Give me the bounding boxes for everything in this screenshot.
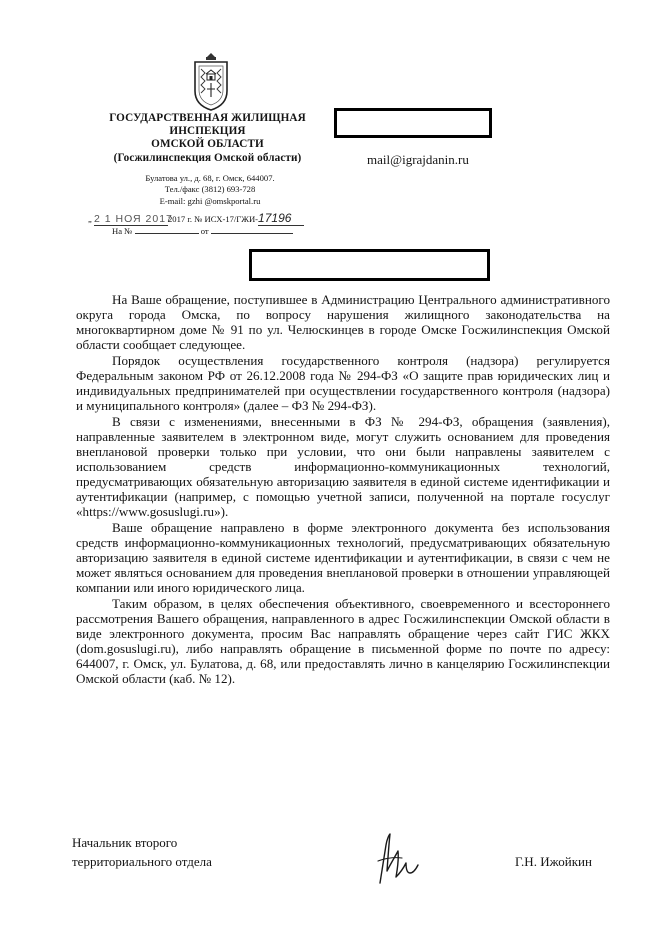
org-short-name: (Госжилинспекция Омской области) (113, 151, 302, 164)
position-line-1: Начальник второго (72, 835, 178, 850)
signatory-name: Г.Н. Ижойкин (515, 854, 592, 869)
signatory-position (72, 833, 212, 871)
handwritten-signature (372, 831, 424, 887)
reference-date-label: от (200, 226, 209, 236)
org-name-line-3: ОМСКОЙ ОБЛАСТИ (151, 138, 264, 151)
body-paragraph-1: На Ваше обращение, поступившее в Администрацию Центрального административного округа города Омска, по вопросу нарушения жилищного законодательства на многоквартирном доме № 91 по ул. Челюскинцев в городе Омске Госжилинспекция Омской области сообщает следующее. (76, 292, 610, 353)
org-name-line-2: ИНСПЕКЦИЯ (169, 125, 246, 138)
registration-year: 2017 г. (167, 214, 193, 224)
address-phone: Тел./факс (3812) 693-728 (164, 184, 256, 195)
date-stamp: 2 1 НОЯ 2017 (93, 213, 173, 225)
org-name-line-1: ГОСУДАРСТВЕННАЯ ЖИЛИЩНАЯ (109, 112, 306, 124)
reference-number-label: На № (112, 226, 133, 236)
body-paragraph-5: Таким образом, в целях обеспечения объективного, своевременного и всестороннего рассмотрения Вашего обращения, направленного в адрес Госжилинспекции Омской области в виде электронного документа, просим Вас направлять обращение через сайт ГИС ЖКХ (dom.gosuslugi.ru), либо направлять обращение в письменной форме по почте по адресу: 644007, г. Омск, ул. Булатова, д. 68, или предоставлять лично в канцелярию Госжилинспекции Омской области (каб. № 12). (76, 595, 610, 687)
reference-number-blank (135, 233, 199, 234)
letter-body (76, 292, 610, 686)
redacted-addressee-box (249, 249, 490, 281)
organization-header (100, 112, 315, 165)
position-line-2: территориального отдела (72, 854, 212, 869)
registration-number-handwritten: 17196 (258, 211, 304, 226)
body-paragraph-3: В связи с изменениями, внесенными в ФЗ № 294-ФЗ, обращения (заявления), направленные заявителем в электронном виде, могут служить основанием для проведения внеплановой проверки только при условии, что они были направлены заявителем с использованием средств информационно-коммуникационных технологий, предусматривающих обязательную авторизацию заявителя в единой системе идентификации и аутентификации (например, с помощью учетной записи, полученной на портале госуслуг «https://www.gosuslugi.ru»). (76, 413, 610, 520)
organization-address (110, 173, 310, 207)
body-paragraph-4: Ваше обращение направлено в форме электронного документа без использования средств информационно-коммуникационных технологий, предусматривающих обязательную авторизацию заявителя в единой системе идентификации и аутентификации, в связи с чем не может являться основанием для проведения внеплановой проверки в отношении управляющей компании или иного юридического лица. (76, 519, 610, 596)
address-email: E-mail: gzhi @omskportal.ru (159, 195, 261, 206)
recipient-email: mail@igrajdanin.ru (367, 152, 469, 167)
address-street: Булатова ул., д. 68, г. Омск, 644007. (145, 173, 275, 183)
registration-number-prefix: № ИСХ-17/ГЖИ- (194, 214, 259, 224)
body-paragraph-2: Порядок осуществления государственного контроля (надзора) регулируется Федеральным законом РФ от 26.12.2008 года № 294-ФЗ «О защите прав юридических лиц и индивидуальных предпринимателей при осуществлении государственного контроля (надзора) и муниципального контроля» (далее – ФЗ № 294-ФЗ). (76, 352, 610, 414)
coat-of-arms-emblem (193, 53, 229, 111)
reference-date-blank (211, 233, 293, 234)
reference-registration-line (112, 226, 293, 236)
outgoing-registration-line: „ 2 1 НОЯ 20172017 г. № ИСХ-17/ГЖИ-17196 (88, 211, 304, 226)
redacted-recipient-box (334, 108, 492, 138)
